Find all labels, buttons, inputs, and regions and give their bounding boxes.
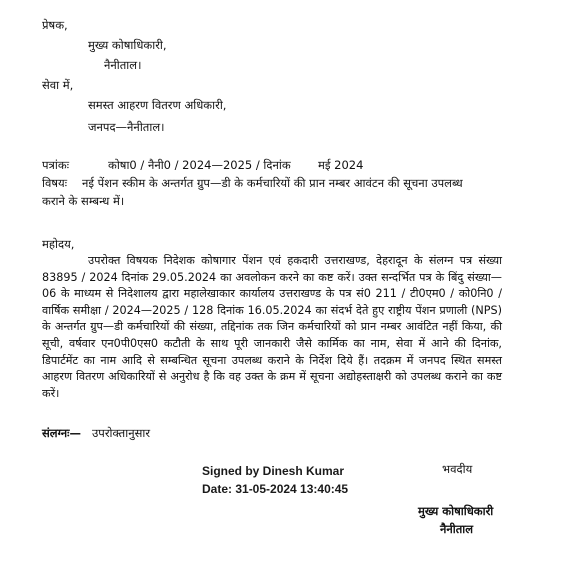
from-label: प्रेषक, — [42, 18, 68, 32]
body-paragraph-text: उपरोक्त विषयक निदेशक कोषागार पेंशन एवं हकदारी उत्तराखण्ड, देहरादून के संलग्न पत्र संख्या 83895 / 2024 दिनांक 29.05.2024 का अवलोकन करने का कष्ट करें। उक्त सन्दर्भित पत्र के बिंदु संख्या—06 के माध्यम से निदेशालय द्वारा महालेखाकार कार्यालय उत्तराखण्ड के पत्र सं0 211 / टी0एम0 / को0नि0 / वार्षिक समीक्षा / 2024—2025 / 128 दिनांक 16.05.2024 का संदर्भ देते हुए राष्ट्रीय पेंशन प्रणाली (NPS) के अन्तर्गत ग्रुप—डी कर्मचारियों की संख्या, तद्दिनांक तक जिन कर्मचारियों को प्रान नम्बर आवंटित नहीं किया, की सूची, वर्षवार एन0पी0एस0 कटौती के साथ पूरी जानकारी जैसे कार्मिक का नाम, सेवा में आने की दिनांक, डिपार्टमेंट का नाम आदि से सम्बन्धित सूचना उपलब्ध कराने के निर्देश दिये हैं। तदक्रम में जनपद स्थित समस्त आहरण वितरण अधिकारियों से अनुरोध है कि वह उक्त के क्रम में सूचना अद्योहस्ताक्षरी को उपलब्ध कराने का कष्ट करें। — [42, 254, 502, 400]
salutation: महोदय, — [42, 237, 75, 251]
to-place: जनपद—नैनीताल। — [88, 120, 165, 134]
reference-date: मई 2024 — [318, 158, 364, 172]
to-name: समस्त आहरण वितरण अधिकारी, — [88, 98, 227, 112]
subject-line-1: नई पेंशन स्कीम के अन्तर्गत ग्रुप—डी के कर्मचारियों की प्रान नम्बर आवंटन की सूचना उपलब्ध — [82, 176, 463, 190]
reference-number: कोषा0 / नैनी0 / 2024—2025 / दिनांक — [108, 158, 291, 172]
to-label: सेवा में, — [42, 78, 74, 92]
signature-date: Date: 31-05-2024 13:40:45 — [202, 482, 349, 496]
from-name: मुख्य कोषाधिकारी, — [88, 38, 167, 52]
from-place: नैनीताल। — [104, 58, 142, 72]
signatory-designation: मुख्य कोषाधिकारी — [418, 504, 494, 518]
valediction: भवदीय — [442, 462, 473, 476]
enclosure-label: संलग्नः— — [42, 426, 82, 440]
reference-label: पत्रांकः — [42, 158, 70, 172]
enclosure-text: उपरोक्तानुसार — [92, 426, 151, 440]
digital-signature — [202, 462, 348, 498]
signed-by: Signed by Dinesh Kumar — [202, 464, 345, 478]
subject-label: विषयः — [42, 176, 68, 190]
signatory-place: नैनीताल — [440, 522, 474, 536]
subject-line-2: कराने के सम्बन्ध में। — [42, 194, 125, 208]
body-paragraph — [42, 253, 502, 402]
